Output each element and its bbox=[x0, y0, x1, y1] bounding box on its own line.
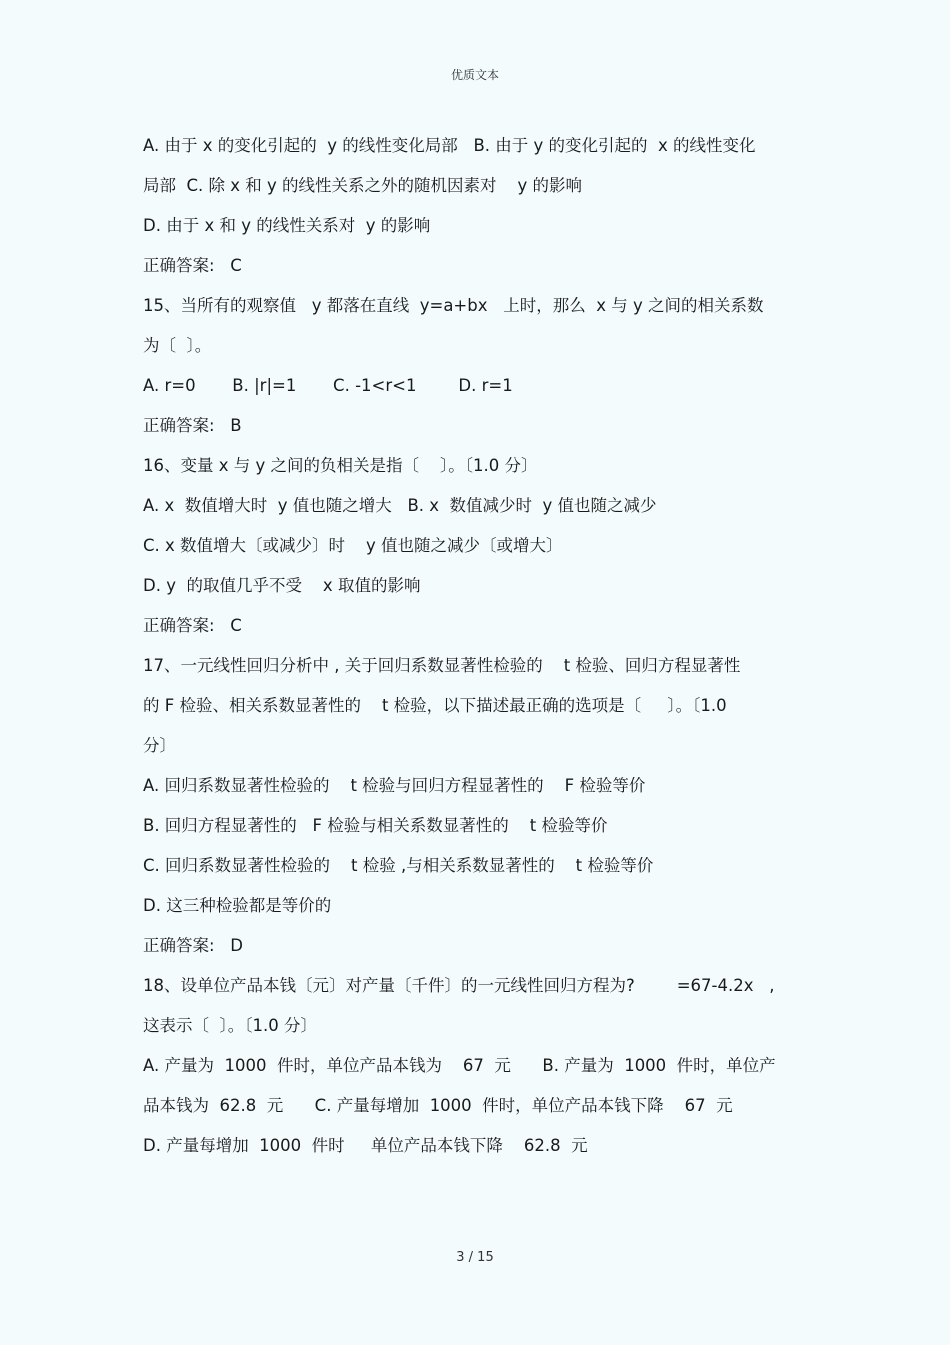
text-line: 为〔 〕。 bbox=[143, 336, 212, 355]
text-line: 的 F 检验、相关系数显著性的 t 检验，以下描述最正确的选项是〔 〕。〔1.0 bbox=[143, 696, 727, 715]
options-line: C. 回归系数显著性检验的 t 检验 ,与相关系数显著性的 t 检验等价 bbox=[143, 856, 654, 875]
text-line: A. 由于 x 的变化引起的 y 的线性变化局部 B. 由于 y 的变化引起的 x 的线性变化 bbox=[143, 136, 756, 155]
answer-line: 正确答案: C bbox=[143, 256, 242, 275]
question-15: 15、当所有的观察值 y 都落在直线 y=a+bx 上时，那么 x 与 y 之间的相关系数 bbox=[143, 296, 764, 315]
text-line: 局部 C. 除 x 和 y 的线性关系之外的随机因素对 y 的影响 bbox=[143, 176, 582, 195]
options-line: A. r=0 B. |r|=1 C. -1<r<1 D. r=1 bbox=[143, 376, 513, 395]
page-header: 优质文本 bbox=[450, 68, 499, 82]
text-line: 这表示〔 〕。〔1.0 分〕 bbox=[143, 1016, 317, 1035]
document-body bbox=[143, 126, 813, 1166]
answer-line: 正确答案: B bbox=[143, 416, 242, 435]
options-line: D. 这三种检验都是等价的 bbox=[143, 896, 332, 915]
options-line: 品本钱为 62.8 元 C. 产量每增加 1000 件时，单位产品本钱下降 67 元 bbox=[143, 1096, 733, 1115]
answer-line: 正确答案: D bbox=[143, 936, 243, 955]
options-line: A. 产量为 1000 件时，单位产品本钱为 67 元 B. 产量为 1000 件时，单位产 bbox=[143, 1056, 776, 1075]
answer-line: 正确答案: C bbox=[143, 616, 242, 635]
options-line: B. 回归方程显著性的 F 检验与相关系数显著性的 t 检验等价 bbox=[143, 816, 608, 835]
options-line: D. 产量每增加 1000 件时 单位产品本钱下降 62.8 元 bbox=[143, 1136, 588, 1155]
text-line: 分〕 bbox=[143, 736, 176, 755]
question-18: 18、设单位产品本钱〔元〕对产量〔千件〕的一元线性回归方程为? =67-4.2x , bbox=[143, 976, 775, 995]
options-line: A. x 数值增大时 y 值也随之增大 B. x 数值减少时 y 值也随之减少 bbox=[143, 496, 657, 515]
options-line: D. y 的取值几乎不受 x 取值的影响 bbox=[143, 576, 421, 595]
question-16: 16、变量 x 与 y 之间的负相关是指〔 〕。〔1.0 分〕 bbox=[143, 456, 538, 475]
page-number: 3 / 15 bbox=[456, 1250, 494, 1265]
question-17: 17、一元线性回归分析中 , 关于回归系数显著性检验的 t 检验、回归方程显著性 bbox=[143, 656, 741, 675]
options-line: C. x 数值增大〔或减少〕时 y 值也随之减少〔或增大〕 bbox=[143, 536, 563, 555]
options-line: A. 回归系数显著性检验的 t 检验与回归方程显著性的 F 检验等价 bbox=[143, 776, 646, 795]
text-line: D. 由于 x 和 y 的线性关系对 y 的影响 bbox=[143, 216, 431, 235]
